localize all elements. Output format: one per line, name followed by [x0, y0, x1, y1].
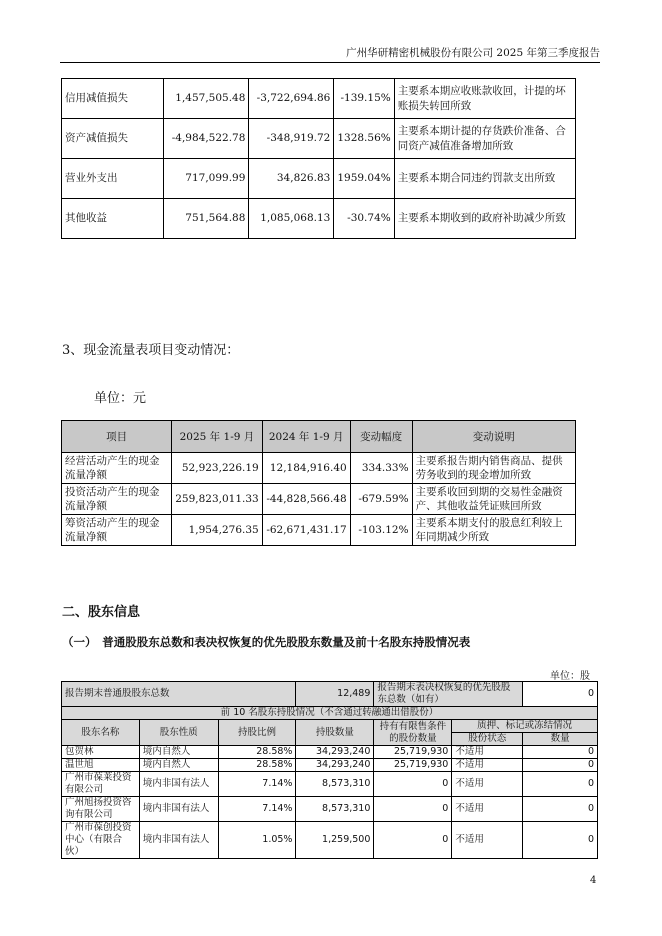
total-shareholders-label: 报告期末普通股股东总数	[62, 682, 296, 707]
header-current: 2025 年 1-9 月	[172, 421, 263, 453]
table-row	[62, 797, 598, 822]
count-cell: 0	[523, 746, 598, 759]
previous-cell: -44,828,566.48	[262, 484, 350, 515]
status-cell: 不适用	[452, 759, 523, 772]
restricted-cell: 0	[374, 797, 452, 822]
table-row	[62, 159, 576, 199]
name-cell: 广州市葆创投资中心（有限合伙）	[62, 822, 140, 859]
table-row	[62, 484, 576, 515]
change-cell: 1328.56%	[334, 119, 394, 159]
count-cell: 0	[523, 797, 598, 822]
current-cell: 751,564.88	[164, 199, 249, 239]
change-cell: -103.12%	[350, 515, 412, 546]
table-header-row	[62, 720, 598, 733]
table-row	[62, 772, 598, 797]
restricted-cell: 25,719,930	[374, 746, 452, 759]
cashflow-section-title: 3、现金流量表项目变动情况：	[62, 343, 240, 358]
current-cell: -4,984,522.78	[164, 119, 249, 159]
nature-cell: 境内自然人	[139, 759, 218, 772]
page-number: 4	[590, 875, 597, 886]
status-cell: 不适用	[452, 746, 523, 759]
header-pledge: 质押、标记或冻结情况	[452, 720, 598, 733]
current-cell: 52,923,226.19	[172, 453, 263, 484]
table-row	[62, 453, 576, 484]
reason-cell: 主要系报告期内销售商品、提供劳务收到的现金增加所致	[412, 453, 575, 484]
shareholder-table	[61, 681, 598, 859]
item-cell: 营业外支出	[62, 159, 164, 199]
previous-cell: 34,826.83	[249, 159, 334, 199]
header-previous: 2024 年 1-9 月	[262, 421, 350, 453]
previous-cell: -3,722,694.86	[249, 79, 334, 119]
table-row	[62, 515, 576, 546]
header-nature: 股东性质	[139, 720, 218, 746]
reason-cell: 主要系本期收到的政府补助减少所致	[394, 199, 575, 239]
reason-cell: 主要系本期合同违约罚款支出所致	[394, 159, 575, 199]
change-cell: -139.15%	[334, 79, 394, 119]
top10-title: 前 10 名股东持股情况（不含通过转融通出借股份）	[62, 707, 598, 720]
restricted-cell: 25,719,930	[374, 759, 452, 772]
preferred-shareholders-value: 0	[523, 682, 598, 707]
header-quantity: 持股数量	[296, 720, 374, 746]
reason-cell: 主要系收回到期的交易性金融资产、其他收益凭证赎回所致	[412, 484, 575, 515]
nature-cell: 境内非国有法人	[139, 822, 218, 859]
change-cell: 334.33%	[350, 453, 412, 484]
reason-cell: 主要系本期应收账款收回，计提的坏账损失转回所致	[394, 79, 575, 119]
name-cell: 广州市葆莱投资有限公司	[62, 772, 140, 797]
name-cell: 包贺林	[62, 746, 140, 759]
shareholder-section-title: 二、股东信息	[62, 605, 141, 620]
total-shareholders-value: 12,489	[296, 682, 374, 707]
previous-cell: -348,919.72	[249, 119, 334, 159]
ratio-cell: 28.58%	[218, 746, 296, 759]
ratio-cell: 7.14%	[218, 797, 296, 822]
current-cell: 717,099.99	[164, 159, 249, 199]
current-cell: 1,954,276.35	[172, 515, 263, 546]
reason-cell: 主要系本期计提的存货跌价准备、合同资产减值准备增加所致	[394, 119, 575, 159]
previous-cell: 12,184,916.40	[262, 453, 350, 484]
status-cell: 不适用	[452, 797, 523, 822]
restricted-cell: 0	[374, 772, 452, 797]
count-cell: 0	[523, 772, 598, 797]
table-row	[62, 759, 598, 772]
previous-cell: -62,671,431.17	[262, 515, 350, 546]
table-row	[62, 746, 598, 759]
reason-cell: 主要系本期支付的股息红利较上年同期减少所致	[412, 515, 575, 546]
change-cell: -679.59%	[350, 484, 412, 515]
restricted-cell: 0	[374, 822, 452, 859]
quantity-cell: 34,293,240	[296, 746, 374, 759]
quantity-cell: 8,573,310	[296, 797, 374, 822]
shareholder-unit-label: 单位：股	[550, 671, 590, 682]
name-cell: 温世旭	[62, 759, 140, 772]
quantity-cell: 8,573,310	[296, 772, 374, 797]
total-shareholders-row	[62, 682, 598, 707]
change-cell: 1959.04%	[334, 159, 394, 199]
table-row	[62, 199, 576, 239]
cashflow-unit-label: 单位：元	[94, 391, 147, 406]
status-cell: 不适用	[452, 822, 523, 859]
quantity-cell: 34,293,240	[296, 759, 374, 772]
item-cell: 资产减值损失	[62, 119, 164, 159]
preferred-shareholders-label: 报告期末表决权恢复的优先股股东总数（如有）	[374, 682, 523, 707]
header-ratio: 持股比例	[218, 720, 296, 746]
header-restricted: 持有有限售条件的股份数量	[374, 720, 452, 746]
page-header: 广州华研精密机械股份有限公司 2025 年第三季度报告	[60, 46, 600, 63]
income-change-table	[61, 78, 576, 239]
top10-title-row	[62, 707, 598, 720]
table-header-row	[62, 421, 576, 453]
ratio-cell: 7.14%	[218, 772, 296, 797]
header-name: 股东名称	[62, 720, 140, 746]
current-cell: 259,823,011.33	[172, 484, 263, 515]
nature-cell: 境内非国有法人	[139, 797, 218, 822]
header-item: 项目	[62, 421, 172, 453]
header-status: 股份状态	[452, 733, 523, 746]
count-cell: 0	[523, 759, 598, 772]
item-cell: 投资活动产生的现金流量净额	[62, 484, 172, 515]
item-cell: 信用减值损失	[62, 79, 164, 119]
nature-cell: 境内自然人	[139, 746, 218, 759]
nature-cell: 境内非国有法人	[139, 772, 218, 797]
name-cell: 广州旭扬投资咨询有限公司	[62, 797, 140, 822]
item-cell: 其他收益	[62, 199, 164, 239]
ratio-cell: 28.58%	[218, 759, 296, 772]
table-row	[62, 119, 576, 159]
quantity-cell: 1,259,500	[296, 822, 374, 859]
change-cell: -30.74%	[334, 199, 394, 239]
header-change: 变动幅度	[350, 421, 412, 453]
item-cell: 筹资活动产生的现金流量净额	[62, 515, 172, 546]
status-cell: 不适用	[452, 772, 523, 797]
header-count: 数量	[523, 733, 598, 746]
table-row	[62, 822, 598, 859]
shareholder-subtitle: （一） 普通股股东总数和表决权恢复的优先股股东数量及前十名股东持股情况表	[62, 635, 471, 649]
cashflow-change-table	[61, 420, 576, 546]
table-row	[62, 79, 576, 119]
item-cell: 经营活动产生的现金流量净额	[62, 453, 172, 484]
previous-cell: 1,085,068.13	[249, 199, 334, 239]
header-reason: 变动说明	[412, 421, 575, 453]
count-cell: 0	[523, 822, 598, 859]
current-cell: 1,457,505.48	[164, 79, 249, 119]
ratio-cell: 1.05%	[218, 822, 296, 859]
